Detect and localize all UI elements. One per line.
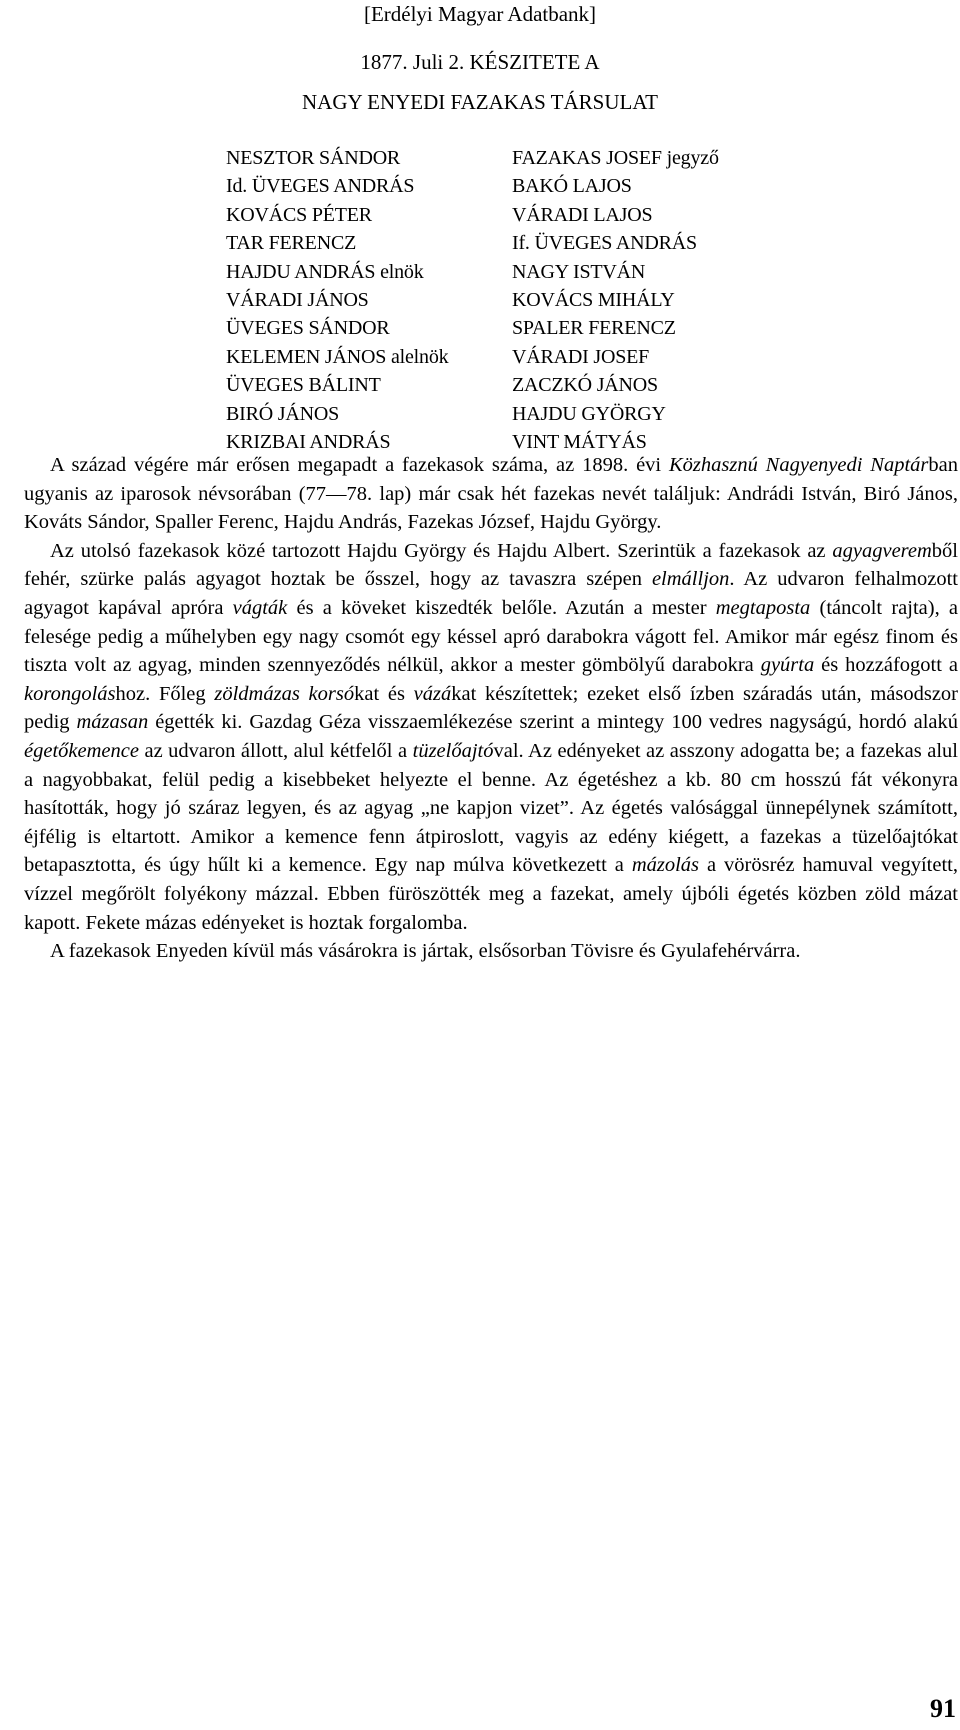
text-run: Az utolsó fazekasok közé tartozott Hajdu György és Hajdu Albert. Szerintük a fazekasok az: [50, 539, 833, 562]
member-name: VÁRADI JOSEF: [512, 345, 650, 368]
member-name: VINT MÁTYÁS: [512, 430, 647, 453]
italic-term: mázolás: [631, 854, 700, 877]
text-run: hoz. Főleg: [115, 682, 215, 705]
italic-term: Közhasznú Nagyenyedi Naptár: [668, 454, 929, 476]
italic-term: vázá: [413, 682, 452, 705]
member-name: NESZTOR SÁNDOR: [226, 147, 401, 169]
italic-term: zöldmázas korsó: [214, 682, 355, 705]
member-name: TAR FERENCZ: [226, 232, 357, 255]
italic-term: égetőkemence: [24, 739, 139, 762]
member-name: If. ÜVEGES ANDRÁS: [512, 232, 697, 255]
member-name: KOVÁCS MIHÁLY: [512, 288, 675, 311]
member-name: BAKÓ LAJOS: [512, 175, 632, 198]
member-name: KELEMEN JÁNOS alelnök: [226, 345, 449, 368]
member-name: VÁRADI LAJOS: [512, 203, 653, 226]
italic-term: gyúrta: [760, 654, 815, 677]
member-name: SPALER FERENCZ: [512, 317, 676, 340]
page-number: 91: [930, 1694, 956, 1723]
italic-term: korongolás: [24, 682, 116, 705]
paragraph: [24, 451, 958, 537]
member-name: NAGY ISTVÁN: [512, 260, 646, 283]
member-name: VÁRADI JÁNOS: [226, 288, 369, 311]
italic-term: tüzelőajtó: [412, 739, 494, 762]
text-run: és a köveket kiszedték belőle. Azután a mester: [287, 596, 716, 619]
italic-term: vágták: [232, 596, 288, 619]
text-run: az udvaron állott, alul kétfelől a: [138, 739, 413, 762]
text-run: val. Az edényeket az asszony adogatta be; a fazekas alul a nagyobbakat, felül pedig a kisebbeket helyezte el benne. Az égetéshez a kb. 80 cm hosszú fát vékonyra hasították, hogy jó száraz legyen, és az agyag „ne kapjon vizet”. Az égetés valósággal ünnepélynek számított, éjfélig is eltartott. Amikor a kemence fenn átpiroslott, vagyis az edény kiégett, a fazekas a tüzelőajtókat betapasztotta, és úgy hűlt ki a kemence. Egy nap múlva következett a: [24, 739, 958, 877]
paragraph: [24, 537, 958, 937]
italic-term: megtaposta: [715, 596, 811, 619]
text-run: ből fehér, szürke palás agyagot hoztak be ősszel, hogy az tavaszra szépen: [24, 539, 958, 591]
member-name: HAJDU ANDRÁS elnök: [226, 260, 424, 283]
body-text: [24, 451, 958, 966]
text-run: kat és: [354, 682, 414, 705]
italic-term: elmálljon: [651, 568, 730, 591]
paragraph: [24, 937, 958, 966]
text-run: . Az udvaron felhalmozott agyagot kapával apróra: [24, 568, 958, 619]
member-name: KOVÁCS PÉTER: [226, 203, 372, 226]
members-left-column: [226, 144, 448, 456]
italic-term: mázasan: [76, 711, 149, 734]
text-run: és hozzáfogott a: [814, 654, 958, 677]
heading-line-1: 1877. Juli 2. KÉSZITETE A: [360, 50, 600, 74]
text-run: (táncolt rajta), a felesége pedig a műhelyben egy nagy csomót egy késsel apró darabokra vágott fel. Amikor már egész finom és tiszta volt az agyag, minden szennyeződés nélkül, akkor a mester gömbölyű darabokra: [24, 596, 959, 677]
member-name: BIRÓ JÁNOS: [226, 402, 340, 425]
text-run: kat készítettek; ezeket első ízben száradás után, másodszor pedig: [24, 682, 958, 734]
text-run: A fazekasok Enyeden kívül más vásárokra is jártak, elsősorban Tövisre és Gyulafehérvárra.: [50, 940, 801, 963]
italic-term: agyagverem: [832, 539, 932, 562]
member-name: Id. ÜVEGES ANDRÁS: [226, 175, 415, 198]
member-name: ZACZKÓ JÁNOS: [512, 374, 658, 397]
text-run: a vörösréz hamuval vegyített, vízzel megőrölt folyékony mázzal. Ebben füröszötték meg a fazekat, amely újbóli égetés közben zöld mázat kapott. Fekete mázas edényeket is hoztak forgalomba.: [24, 854, 958, 934]
member-name: HAJDU GYÖRGY: [512, 402, 666, 425]
member-name: ÜVEGES BÁLINT: [226, 374, 381, 397]
member-name: KRIZBAI ANDRÁS: [226, 430, 391, 453]
members-right-column: [512, 144, 719, 456]
text-run: ban ugyanis az iparosok névsorában (77—78. lap) már csak hét fazekas nevét találjuk: Andrádi István, Biró János, Kováts Sándor, Spaller Ferenc, Hajdu András, Fazekas József, Hajdu György.: [24, 454, 958, 534]
text-run: égették ki. Gazdag Géza visszaemlékezése szerint a mintegy 100 vedres nagyságú, hordó alakú: [148, 711, 958, 734]
member-name: ÜVEGES SÁNDOR: [226, 317, 390, 340]
source-header: [Erdélyi Magyar Adatbank]: [363, 2, 597, 26]
text-run: A század végére már erősen megapadt a fazekasok száma, az 1898. évi: [50, 454, 669, 476]
member-name: FAZAKAS JOSEF jegyző: [512, 147, 719, 169]
heading-line-2: NAGY ENYEDI FAZAKAS TÁRSULAT: [301, 90, 659, 114]
